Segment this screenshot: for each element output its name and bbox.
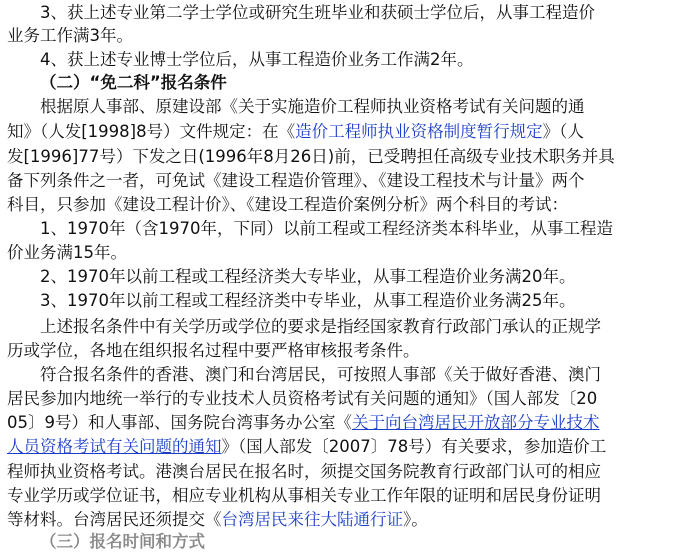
section-heading: （二）“免二科”报名条件 <box>40 73 227 92</box>
paragraph-line: 3、1970年以前工程或工程经济类中专毕业，从事工程造价业务满25年。 <box>40 291 576 310</box>
text-run: 等材料。台湾居民还须提交《 <box>7 510 222 529</box>
paragraph-line <box>7 412 600 434</box>
paragraph-line: 3、获上述专业第二学士学位或研究生班毕业和获硕士学位后，从事工程造价 <box>40 3 595 22</box>
section-heading-cut: （三）报名时间和方式 <box>40 532 205 551</box>
text-run: 知》（人发[1998]8号）文件规定：在《 <box>7 122 296 141</box>
paragraph-line: 居民参加内地统一举行的专业技术人员资格考试有关问题的通知》（国人部发〔20 <box>7 389 598 408</box>
regulation-link[interactable]: 造价工程师执业资格制度暂行规定 <box>295 122 543 141</box>
paragraph-line <box>7 436 606 458</box>
paragraph-line: 1、1970年（含1970年，下同）以前工程或工程经济类本科毕业，从事工程造 <box>40 219 613 238</box>
paragraph-line <box>7 509 428 531</box>
travel-permit-link[interactable]: 台湾居民来往大陆通行证 <box>221 510 403 529</box>
paragraph-line: 价业务满15年。 <box>7 243 127 262</box>
paragraph-line: 2、1970年以前工程或工程经济类大专毕业，从事工程造价业务满20年。 <box>40 267 576 286</box>
paragraph-line: 上述报名条件中有关学历或学位的要求是指经国家教育行政部门承认的正规学 <box>40 317 601 336</box>
paragraph-line: 专业学历或学位证书，相应专业机构从事相关专业工作年限的证明和居民身份证明 <box>7 486 601 505</box>
text-run: 》。 <box>403 510 428 529</box>
text-run: 》（人 <box>542 122 584 141</box>
taiwan-exam-notice-link-cont[interactable]: 人员资格考试有关问题的通知 <box>7 437 222 456</box>
text-run: 05〕9号）和人事部、国务院台湾事务办公室《 <box>7 413 352 432</box>
paragraph-line: 根据原人事部、原建设部《关于实施造价工程师执业资格考试有关问题的通 <box>40 97 585 116</box>
paragraph-line: 4、获上述专业博士学位后，从事工程造价业务工作满2年。 <box>40 50 474 69</box>
taiwan-exam-notice-link[interactable]: 关于向台湾居民开放部分专业技术 <box>352 413 600 432</box>
paragraph-line: 历或学位，各地在组织报名过程中要严格审核报考条件。 <box>7 341 420 360</box>
paragraph-line: 科目，只参加《建设工程计价》、《建设工程造价案例分析》两个科目的考试： <box>7 195 568 214</box>
paragraph-line: 备下列条件之一者，可免试《建设工程造价管理》、《建设工程技术与计量》两个 <box>7 171 585 190</box>
text-run: 》（国人部发〔2007〕78号）有关要求，参加造价工 <box>221 437 607 456</box>
paragraph-line: 发[1996]77号）下发之日(1996年8月26日)前，已受聘担任高级专业技术职务并具 <box>7 147 615 166</box>
paragraph-line: 业务工作满3年。 <box>7 26 133 45</box>
paragraph-line: 程师执业资格考试。港澳台居民在报名时，须提交国务院教育行政部门认可的相应 <box>7 462 601 481</box>
paragraph-line <box>7 121 584 143</box>
paragraph-line: 符合报名条件的香港、澳门和台湾居民，可按照人事部《关于做好香港、澳门 <box>40 365 601 384</box>
